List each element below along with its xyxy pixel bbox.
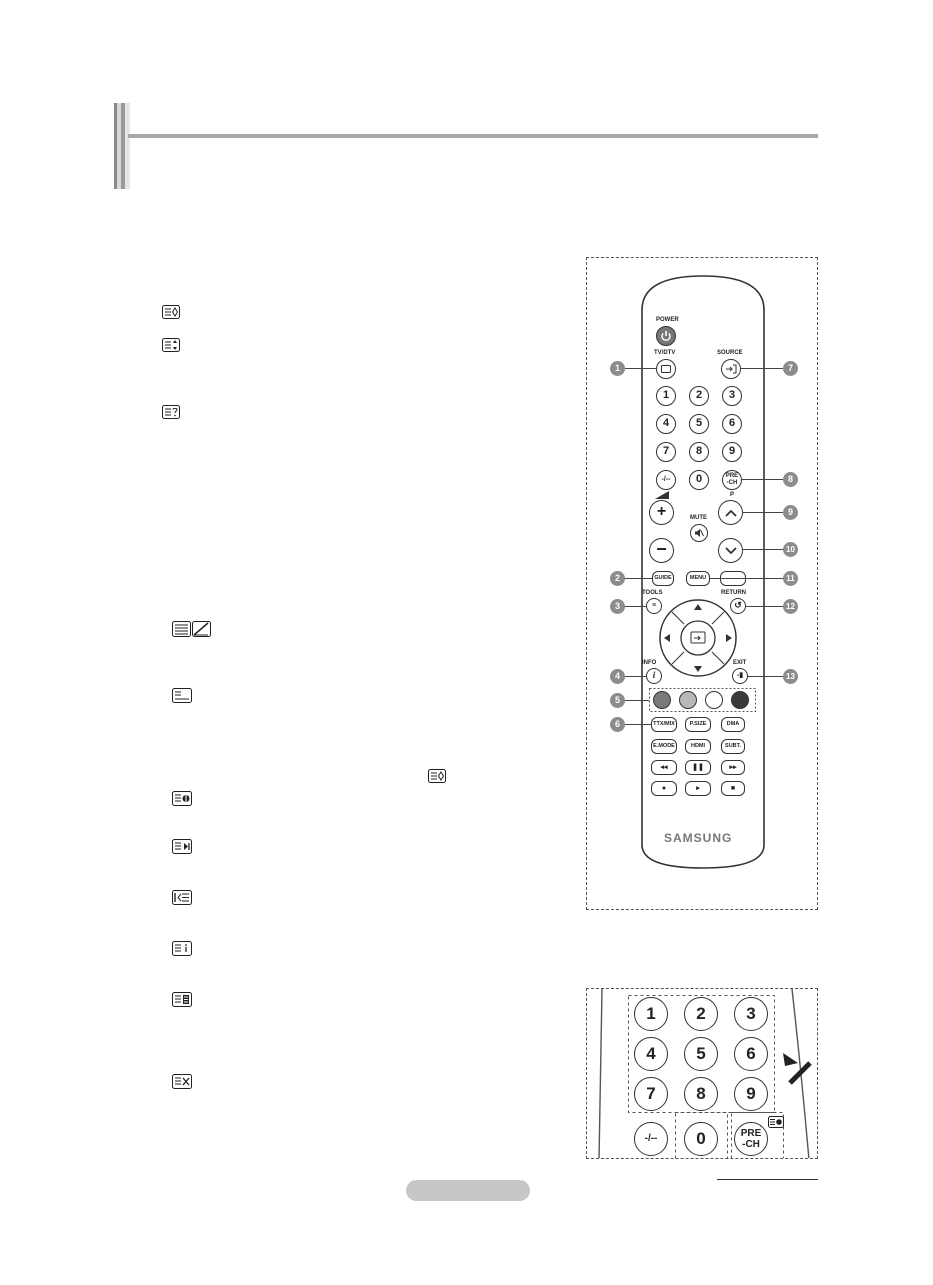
teletext-size-icon <box>162 338 180 352</box>
callout-11: 11 <box>783 571 798 586</box>
detail-digit-2[interactable]: 2 <box>684 997 718 1031</box>
mute-label: MUTE <box>690 515 707 521</box>
volume-up-button[interactable]: + <box>649 500 674 525</box>
play-button[interactable]: ▸ <box>685 781 711 796</box>
channel-p-label: P <box>730 492 735 498</box>
digit-1-button[interactable]: 1 <box>656 386 676 406</box>
callout-7: 7 <box>783 361 798 376</box>
leader-1 <box>625 368 656 369</box>
digit-8-button[interactable]: 8 <box>689 442 709 462</box>
callout-12: 12 <box>783 599 798 614</box>
chevron-up-icon <box>725 509 737 517</box>
tools-button[interactable]: ≡ <box>646 598 662 614</box>
digit-4-button[interactable]: 4 <box>656 414 676 434</box>
leader-4 <box>625 676 646 677</box>
digit-2-button[interactable]: 2 <box>689 386 709 406</box>
pause-button[interactable]: ❚❚ <box>685 760 711 775</box>
detail-digit-5[interactable]: 5 <box>684 1037 718 1071</box>
teletext-subpage-icon <box>172 890 192 904</box>
detail-prech-line1: PRE <box>740 1128 762 1139</box>
blue-button[interactable] <box>731 691 749 709</box>
tvdtv-button[interactable] <box>656 359 676 379</box>
callout-1: 1 <box>610 361 625 376</box>
tvdtv-label: TV/DTV <box>654 350 676 356</box>
prech-line2: -CH <box>726 480 738 486</box>
teletext-store-icon <box>172 992 192 1006</box>
teletext-reveal-inline-icon <box>428 769 446 783</box>
teletext-display-small-icon <box>768 1116 784 1128</box>
callout-6: 6 <box>610 717 625 732</box>
green-button[interactable] <box>679 691 697 709</box>
return-label: RETURN <box>721 590 746 596</box>
source-label: SOURCE <box>717 350 743 356</box>
detail-digit-4[interactable]: 4 <box>634 1037 668 1071</box>
leader-7 <box>741 368 783 369</box>
callout-10: 10 <box>783 542 798 557</box>
leader-3 <box>625 606 646 607</box>
callout-9: 9 <box>783 505 798 520</box>
leader-12 <box>746 606 783 607</box>
hdmi-button[interactable]: HDMI <box>685 739 711 754</box>
teletext-hold-icon <box>172 839 192 853</box>
callout-4: 4 <box>610 669 625 684</box>
leader-11 <box>710 578 783 579</box>
detail-prech-button[interactable] <box>734 1122 768 1156</box>
info-label: INFO <box>642 660 657 666</box>
detail-digit-3[interactable]: 3 <box>734 997 768 1031</box>
dma-button[interactable]: DMA <box>721 717 745 732</box>
header-bar <box>114 103 130 189</box>
yellow-button[interactable] <box>705 691 723 709</box>
brand-logo: SAMSUNG <box>664 831 733 845</box>
red-button[interactable] <box>653 691 671 709</box>
source-icon <box>725 364 737 374</box>
leader-2 <box>625 578 652 579</box>
prech-button[interactable] <box>722 470 742 490</box>
exit-label: EXIT <box>733 660 747 666</box>
power-icon <box>660 330 672 342</box>
teletext-exit-icon <box>172 1074 192 1088</box>
callout-8: 8 <box>783 472 798 487</box>
exit-button[interactable]: -▮ <box>732 668 748 684</box>
detail-digit-1[interactable]: 1 <box>634 997 668 1031</box>
teletext-info-icon <box>172 941 192 955</box>
channel-up-button[interactable] <box>718 500 743 525</box>
guide-button[interactable]: GUIDE <box>652 571 674 586</box>
digit-7-button[interactable]: 7 <box>656 442 676 462</box>
detail-dash-button[interactable]: -/-- <box>634 1122 668 1156</box>
source-button[interactable] <box>721 359 741 379</box>
detail-digit-7[interactable]: 7 <box>634 1077 668 1111</box>
power-button[interactable] <box>656 326 676 346</box>
digit-3-button[interactable]: 3 <box>722 386 742 406</box>
teletext-index-icon <box>162 405 180 419</box>
tools-label: TOOLS <box>642 590 663 596</box>
tv-icon <box>661 365 671 373</box>
prech-line1: PRE <box>725 473 739 479</box>
digit-9-button[interactable]: 9 <box>722 442 742 462</box>
volume-down-button[interactable]: − <box>649 538 674 563</box>
callout-2: 2 <box>610 571 625 586</box>
digit-0-button[interactable]: 0 <box>689 470 709 490</box>
subt-button[interactable]: SUBT. <box>721 739 745 754</box>
detail-digit-0[interactable]: 0 <box>684 1122 718 1156</box>
leader-6 <box>625 724 651 725</box>
detail-prech-line2: -CH <box>742 1139 760 1150</box>
rewind-button[interactable]: ◂◂ <box>651 760 677 775</box>
leader-10 <box>743 549 783 550</box>
return-button[interactable]: ↺ <box>730 598 746 614</box>
info-button[interactable]: i <box>646 668 662 684</box>
navigation-pad[interactable] <box>658 598 738 678</box>
mute-button[interactable] <box>690 524 708 542</box>
power-label: POWER <box>656 317 679 323</box>
leader-8 <box>742 479 783 480</box>
psize-button[interactable]: P.SIZE <box>685 717 711 732</box>
digit-5-button[interactable]: 5 <box>689 414 709 434</box>
header-rule <box>128 134 818 138</box>
ttx-mix-button[interactable]: TTX/MIX <box>651 717 677 732</box>
volume-icon <box>655 491 669 499</box>
mute-icon <box>694 528 704 538</box>
teletext-display-icon <box>172 791 192 805</box>
teletext-mix-icon <box>172 621 212 635</box>
chevron-down-icon <box>725 547 737 555</box>
detail-digit-6[interactable]: 6 <box>734 1037 768 1071</box>
leader-13 <box>748 676 783 677</box>
page-number-pill <box>406 1180 530 1201</box>
stop-button[interactable]: ■ <box>721 781 745 796</box>
footer-rule <box>717 1179 818 1180</box>
callout-3: 3 <box>610 599 625 614</box>
teletext-cancel-icon <box>172 688 192 702</box>
channel-down-button[interactable] <box>718 538 743 563</box>
callout-5: 5 <box>610 693 625 708</box>
keypad-detail-panel <box>586 988 818 1159</box>
digit-6-button[interactable]: 6 <box>722 414 742 434</box>
leader-5 <box>625 700 649 701</box>
teletext-reveal-icon <box>162 305 180 319</box>
detail-digit-8[interactable]: 8 <box>684 1077 718 1111</box>
dash-button[interactable]: -/-- <box>656 470 676 490</box>
callout-13: 13 <box>783 669 798 684</box>
remote-illustration-panel <box>586 257 818 910</box>
menu-button[interactable]: MENU <box>686 571 710 586</box>
detail-digit-9[interactable]: 9 <box>734 1077 768 1111</box>
emode-button[interactable]: E.MODE <box>651 739 677 754</box>
leader-9 <box>743 512 783 513</box>
record-button[interactable]: ● <box>651 781 677 796</box>
fast-forward-button[interactable]: ▸▸ <box>721 760 745 775</box>
